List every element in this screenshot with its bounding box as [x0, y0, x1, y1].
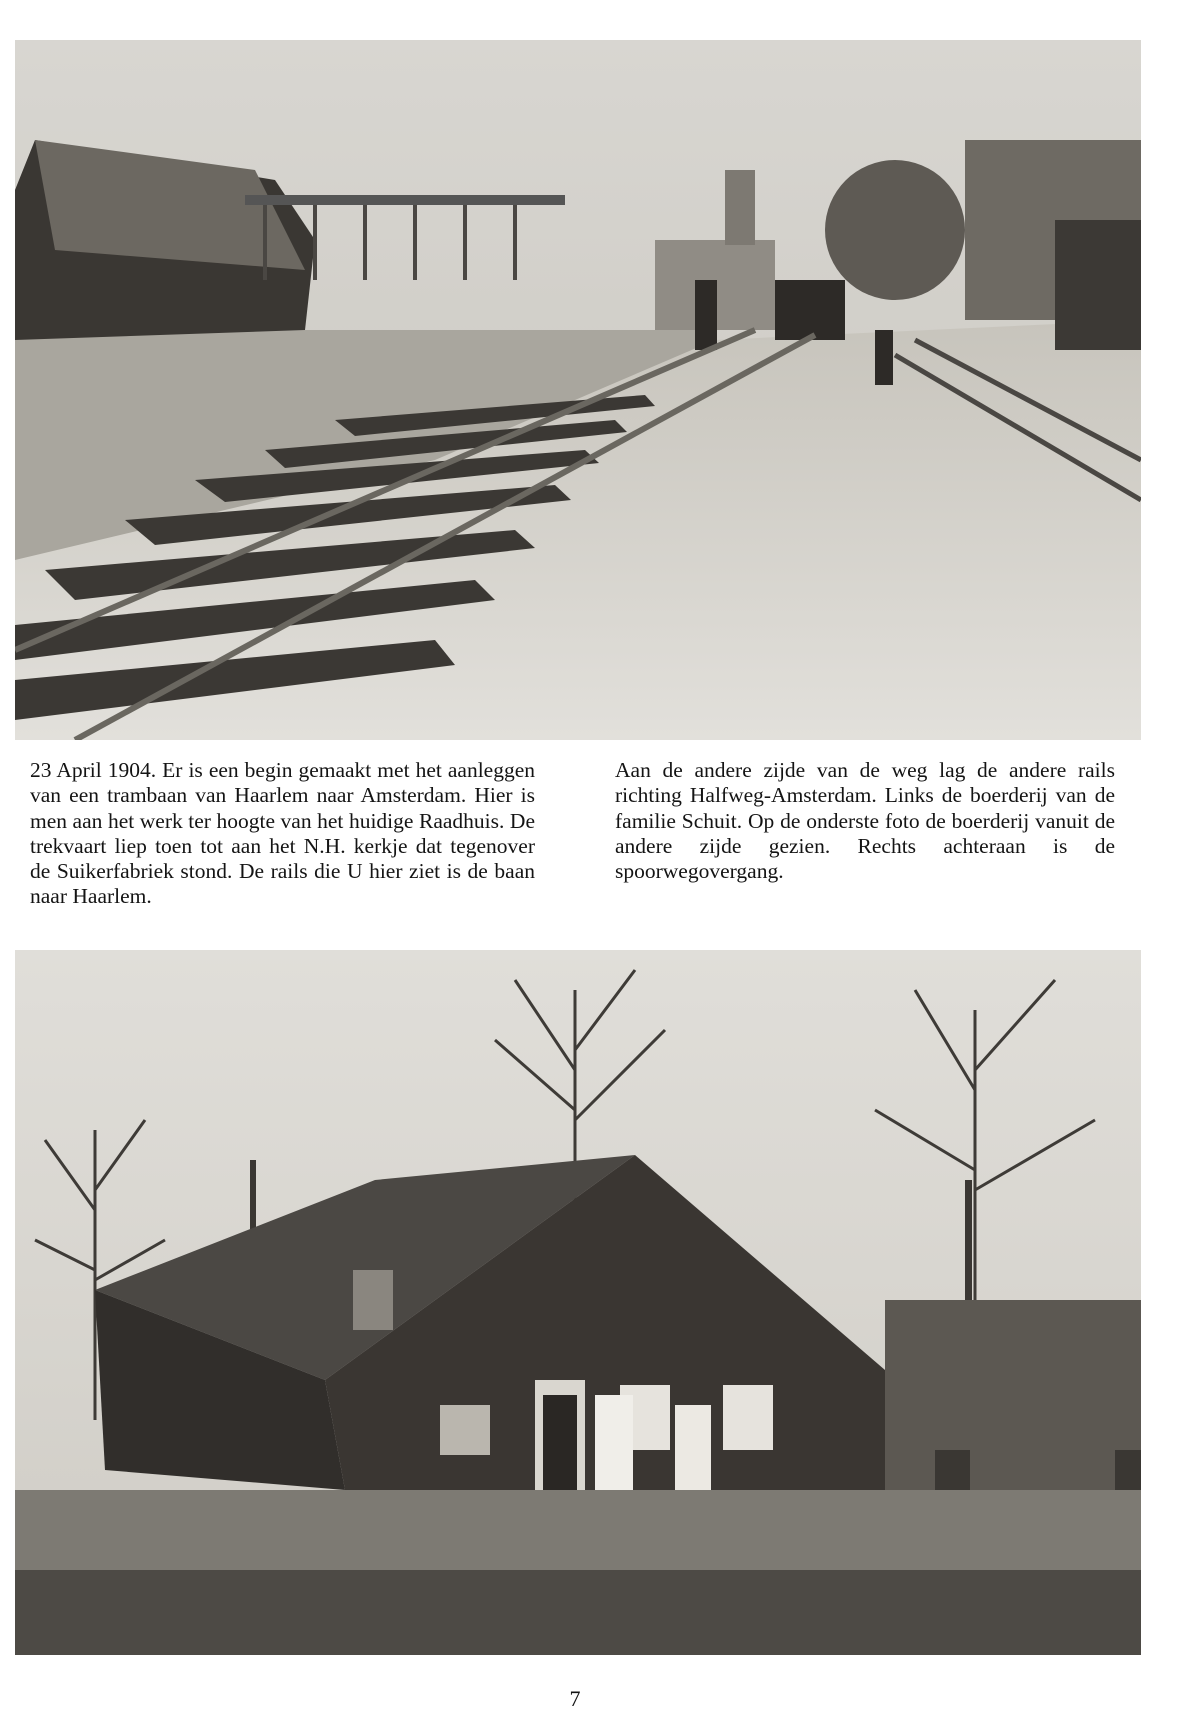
photo-tram-construction-image [15, 40, 1141, 740]
photo-tram-construction [15, 40, 1141, 740]
page-number: 7 [569, 1686, 581, 1711]
photo-farmhouse-image [15, 950, 1141, 1655]
caption-right: Aan de andere zijde van de weg lag de andere rails richting Halfweg-Amsterdam. Links de boerderij van de familie Schuit. Op de onderste foto de boerderij vanuit de andere zijde gezien. Rechts achteraan is de spoorwegovergang. [615, 758, 1115, 884]
photo-farmhouse [15, 950, 1141, 1655]
caption-left: 23 April 1904. Er is een begin gemaakt met het aanleggen van een trambaan van Haarlem naar Amsterdam. Hier is men aan het werk ter hoogte van het huidige Raadhuis. De trekvaart liep toen tot aan het N.H. kerkje dat tegenover de Suikerfabriek stond. De rails die U hier ziet is de baan naar Haarlem. [30, 758, 535, 909]
